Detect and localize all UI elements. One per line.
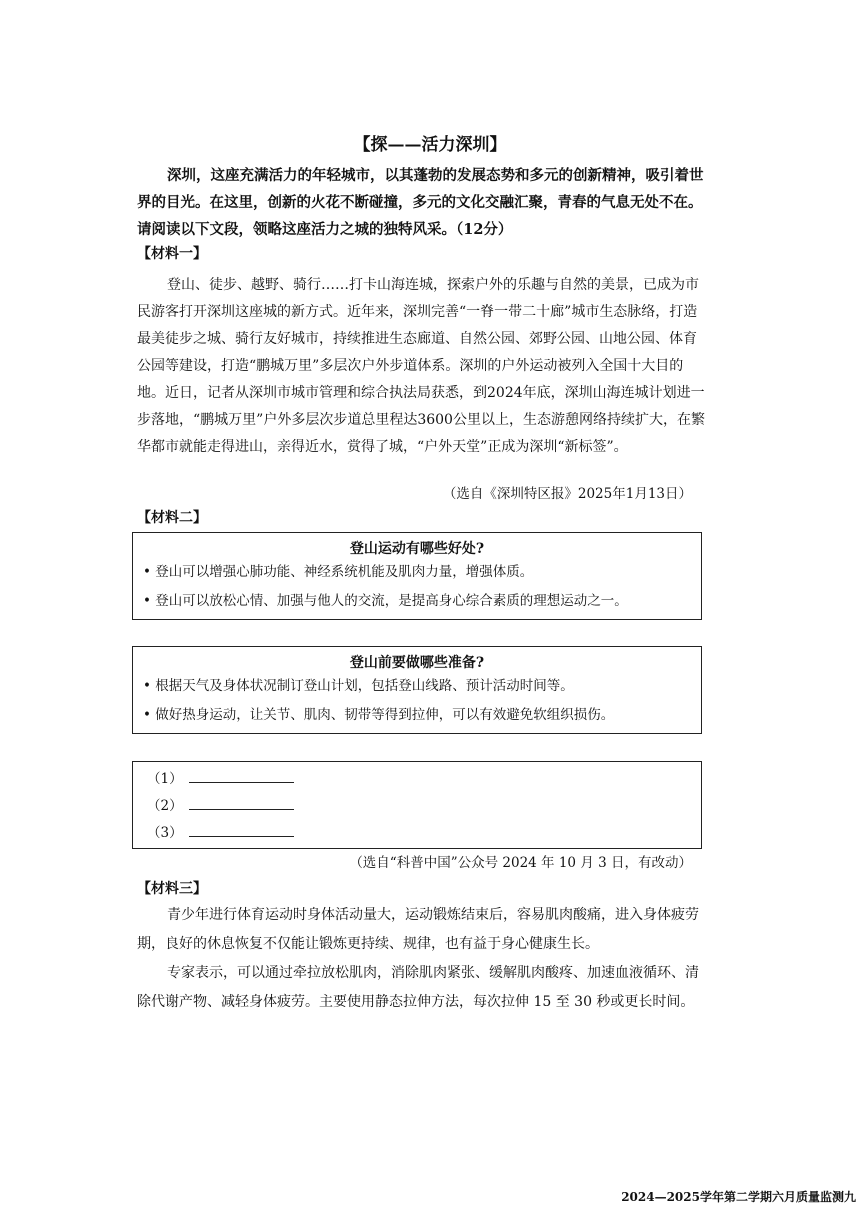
answer-blank-3[interactable] xyxy=(189,824,294,837)
answer-row-3 xyxy=(147,821,294,841)
answer-label: （3） xyxy=(147,825,183,841)
preparation-item: • 做好热身运动，让关节、肌肉、韧带等得到拉伸，可以有效避免软组织损伤。 xyxy=(143,707,615,723)
benefits-box xyxy=(132,532,702,620)
material1-text: 登山、徒步、越野、骑行……打卡山海连城，探索户外的乐趣与自然的美景，已成为市民游客打开深圳这座城的新方式。近年来，深圳完善“一脊一带二十廊”城市生态脉络，打造最美徒步之城、骑行友好城市，持续推进生态廊道、自然公园、郊野公园、山地公园、体育公园等建设，打造“鹏城万里”多层次户外步道体系。深圳的户外运动被列入全国十大目的地。近日，记者从深圳市城市管理和综合执法局获悉，到2024年底，深圳山海连城计划进一步落地，“鹏城万里”户外多层次步道总里程达3600公里以上，生态游憩网络持续扩大，在繁华都市就能走得进山，亲得近水，赏得了城，“户外天堂”正成为深圳“新标签”。 xyxy=(137,277,705,455)
material3-para1: 青少年进行体育运动时身体活动量大，运动锻炼结束后，容易肌肉酸痛，进入身体疲劳期，良好的休息恢复不仅能让锻炼更持续、规律，也有益于身心健康生长。 xyxy=(137,907,699,952)
benefit-item: • 登山可以增强心肺功能、神经系统机能及肌肉力量，增强体质。 xyxy=(143,564,534,580)
answer-row-1 xyxy=(147,767,294,787)
answer-blank-2[interactable] xyxy=(189,797,294,810)
material1-source: （选自《深圳特区报》2025年1月13日） xyxy=(442,486,692,502)
answer-box xyxy=(132,761,702,849)
benefit-item: • 登山可以放松心情、加强与他人的交流，是提高身心综合素质的理想运动之一。 xyxy=(143,593,628,609)
material1-tag: 【材料一】 xyxy=(137,246,207,262)
section-title: 【探——活力深圳】 xyxy=(353,135,507,155)
material3-para2: 专家表示，可以通过牵拉放松肌肉，消除肌肉紧张、缓解肌肉酸疼、加速血液循环、清除代谢产物、减轻身体疲劳。主要使用静态拉伸方法，每次拉伸 15 至 30 秒或更长时间。 xyxy=(137,965,699,1010)
answer-label: （2） xyxy=(147,798,183,814)
material2-tag: 【材料二】 xyxy=(137,510,207,526)
page-footer: 2024—2025学年第二学期六月质量监测九 xyxy=(621,1190,856,1204)
material3-tag: 【材料三】 xyxy=(137,881,207,897)
answer-row-2 xyxy=(147,794,294,814)
preparation-box xyxy=(132,646,702,734)
preparation-item: • 根据天气及身体状况制订登山计划，包括登山线路、预计活动时间等。 xyxy=(143,678,574,694)
intro-paragraph: 深圳，这座充满活力的年轻城市，以其蓬勃的发展态势和多元的创新精神，吸引着世界的目光。在这里，创新的火花不断碰撞，多元的文化交融汇聚，青春的气息无处不在。请阅读以下文段，领略这座活力之城的独特风采。（12分） xyxy=(137,167,704,238)
material2-source: （选自“科普中国”公众号 2024 年 10 月 3 日，有改动） xyxy=(349,855,692,871)
benefits-title: 登山运动有哪些好处? xyxy=(349,541,485,557)
answer-label: （1） xyxy=(147,771,183,787)
preparation-title: 登山前要做哪些准备? xyxy=(349,655,485,671)
answer-blank-1[interactable] xyxy=(189,770,294,783)
